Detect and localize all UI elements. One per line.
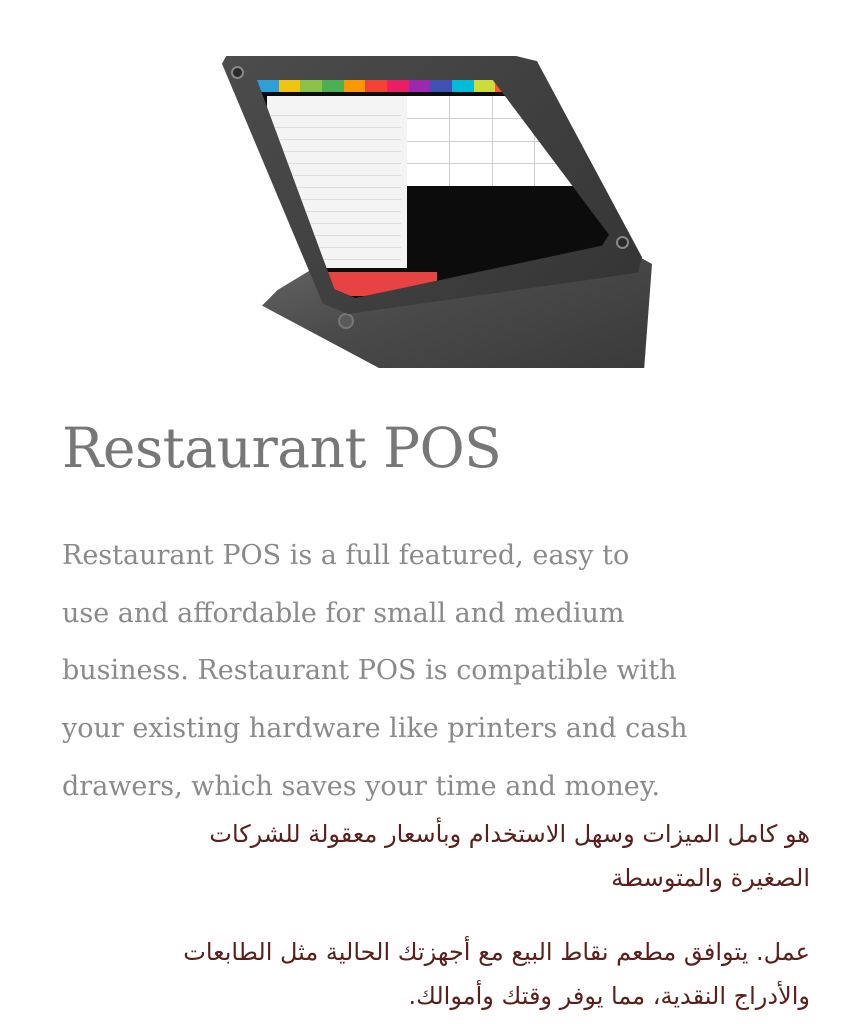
pos-category-tab: [409, 80, 431, 92]
pos-order-line: [271, 128, 401, 140]
pos-item-tile: [407, 96, 449, 118]
pos-item-tile: [407, 164, 449, 186]
pos-category-tab: [279, 80, 301, 92]
pos-order-line: [271, 152, 401, 164]
pos-category-tab: [300, 80, 322, 92]
pos-category-tab: [452, 80, 474, 92]
page-title: Restaurant POS: [62, 416, 502, 480]
pos-category-tab: [322, 80, 344, 92]
pos-item-tile: [450, 142, 492, 164]
pos-order-line: [271, 104, 401, 116]
pos-category-tab: [387, 80, 409, 92]
frame-screw-icon: [231, 66, 244, 79]
description-line: drawers, which saves your time and money.: [62, 770, 661, 802]
arabic-description-1: [30, 812, 810, 900]
product-description: [62, 527, 762, 816]
arabic-line: الصغيرة والمتوسطة: [611, 864, 810, 892]
pos-device-image: [0, 0, 850, 390]
pos-order-line: [271, 140, 401, 152]
pos-item-tile: [450, 164, 492, 186]
pos-item-tile: [493, 142, 535, 164]
frame-screw-icon: [616, 236, 629, 249]
pos-order-line: [271, 116, 401, 128]
pos-item-tile: [450, 96, 492, 118]
pos-item-tile: [407, 119, 449, 141]
pos-category-bar: [257, 80, 517, 92]
pos-category-tab: [430, 80, 452, 92]
arabic-line: عمل. يتوافق مطعم نقاط البيع مع أجهزتك الحالية مثل الطابعات: [183, 938, 810, 966]
arabic-line: هو كامل الميزات وسهل الاستخدام وبأسعار معقولة للشركات: [209, 820, 810, 848]
pos-category-tab: [365, 80, 387, 92]
description-line: your existing hardware like printers and cash: [62, 713, 688, 745]
arabic-line: والأدراج النقدية، مما يوفر وقتك وأموالك.: [408, 982, 810, 1010]
pos-item-tile: [450, 119, 492, 141]
pos-item-tile: [407, 142, 449, 164]
description-line: use and affordable for small and medium: [62, 597, 625, 629]
pos-category-tab: [344, 80, 366, 92]
stand-screw-icon: [338, 313, 354, 329]
pos-order-line: [271, 248, 401, 260]
pos-category-tab: [474, 80, 496, 92]
pos-order-line: [271, 236, 401, 248]
description-line: business. Restaurant POS is compatible with: [62, 655, 677, 687]
description-line: Restaurant POS is a full featured, easy to: [62, 540, 630, 571]
arabic-description-2: [30, 930, 810, 1018]
pos-item-tile: [493, 164, 535, 186]
